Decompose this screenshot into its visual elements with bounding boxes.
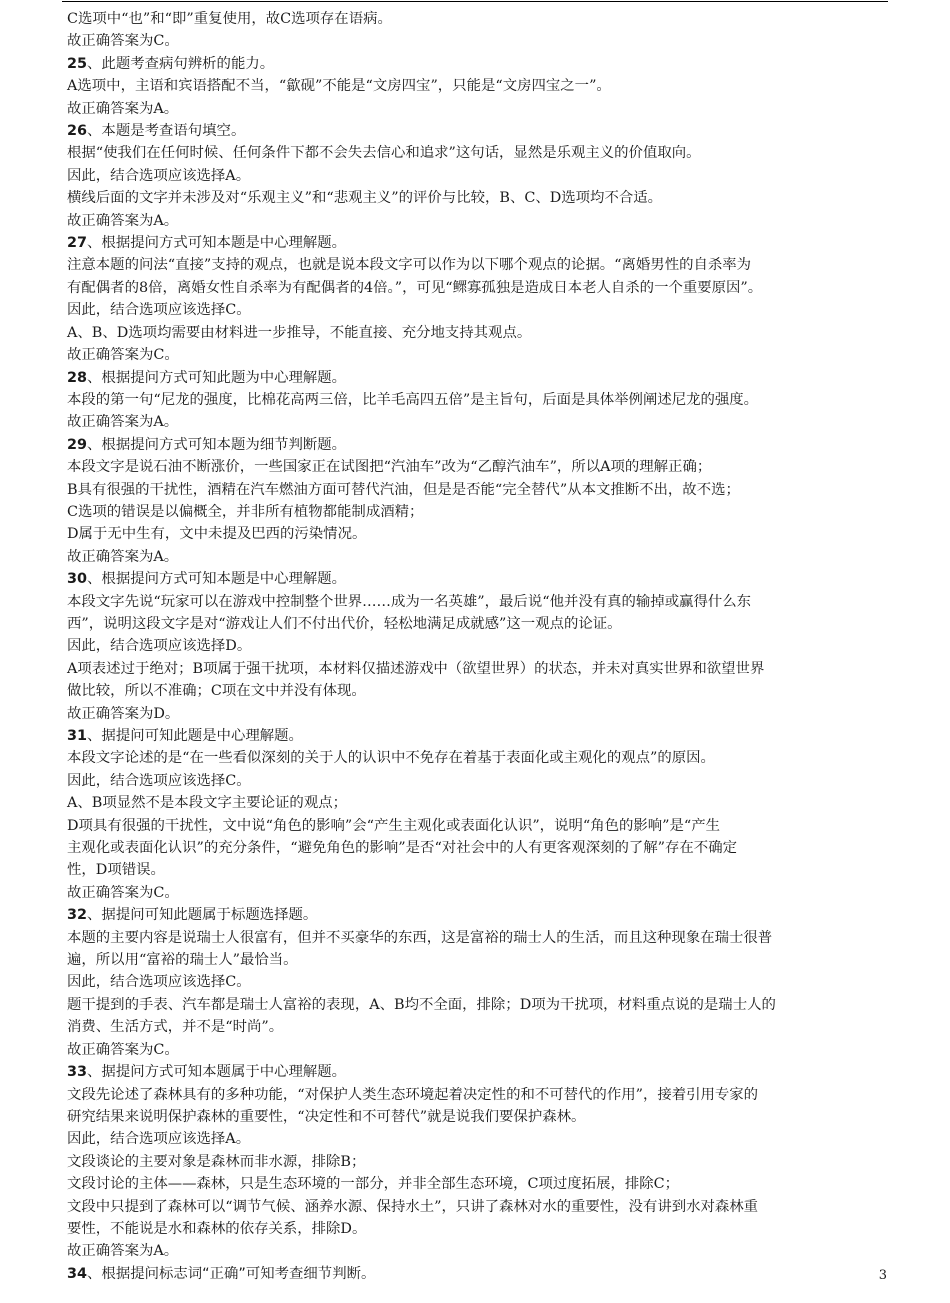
question-number: 30	[67, 571, 88, 588]
text-line	[67, 142, 893, 164]
question-heading	[67, 53, 893, 75]
text-line	[67, 1240, 893, 1262]
line-text: 文段先论述了森林具有的多种功能，“对保护人类生态环境起着决定性的和不可替代的作用”，接着引用专家的	[67, 1086, 759, 1103]
line-text: 、此题考查病句辨析的能力。	[87, 55, 275, 72]
text-line	[67, 837, 893, 859]
line-text: 题干提到的手表、汽车都是瑞士人富裕的表现，A、B均不全面，排除；D项为干扰项，材料重点说的是瑞士人的	[67, 996, 776, 1013]
question-heading	[67, 367, 893, 389]
line-text: 故正确答案为C。	[67, 33, 179, 50]
line-text: 、根据提问方式可知本题是中心理解题。	[87, 571, 347, 588]
question-number: 27	[67, 235, 88, 252]
line-text: 、据提问可知此题是中心理解题。	[87, 728, 303, 744]
line-text: 、据提问方式可知本题属于中心理解题。	[87, 1064, 347, 1081]
line-text: C选项的错误是以偏概全，并非所有植物都能制成酒精；	[67, 503, 424, 520]
line-text: 故正确答案为C。	[67, 884, 179, 901]
line-text: 故正确答案为D。	[67, 705, 180, 722]
question-number: 33	[67, 1064, 88, 1081]
line-text: 本段文字先说“玩家可以在游戏中控制整个世界……成为一名英雄”，最后说“他并没有真的输掉或赢得什么东	[67, 593, 752, 610]
text-line	[67, 411, 893, 433]
line-text: 因此，结合选项应该选择A。	[67, 167, 251, 184]
question-number: 31	[67, 728, 88, 744]
text-line	[67, 344, 893, 366]
line-text: 文段谈论的主要对象是森林而非水源，排除B；	[67, 1153, 366, 1170]
text-line	[67, 546, 893, 568]
line-text: 因此，结合选项应该选择C。	[67, 974, 251, 991]
line-text: 横线后面的文字并未涉及对“乐观主义”和“悲观主义”的评价与比较，B、C、D选项均不合适。	[67, 190, 663, 207]
text-line	[67, 501, 893, 523]
text-line	[67, 949, 893, 971]
line-text: C选项中“也”和“即”重复使用，故C选项存在语病。	[67, 11, 392, 27]
question-number: 26	[67, 123, 88, 140]
line-text: 本题的主要内容是说瑞士人很富有，但并不买豪华的东西，这是富裕的瑞士人的生活，而且这种现象在瑞士很普	[67, 929, 773, 946]
text-line	[67, 747, 893, 769]
text-line	[67, 1016, 893, 1038]
line-text: 、根据提问方式可知本题为细节判断题。	[87, 436, 347, 453]
line-text: 故正确答案为A。	[67, 100, 179, 117]
question-number: 29	[67, 436, 88, 453]
text-line	[67, 1039, 893, 1061]
text-line	[67, 277, 893, 299]
text-line	[67, 971, 893, 993]
line-text: 性，D项错误。	[67, 862, 165, 879]
line-text: A项表述过于绝对；B项属于强干扰项，本材料仅描述游戏中（欲望世界）的状态，并未对真实世界和欲望世界	[67, 660, 765, 677]
text-line	[67, 1196, 893, 1218]
text-line	[67, 322, 893, 344]
text-line	[67, 98, 893, 120]
line-text: 要性，不能说是水和森林的依存关系，排除D。	[67, 1220, 367, 1237]
line-text: 文段中只提到了森林可以“调节气候、涵养水源、保持水土”，只讲了森林对水的重要性，没有讲到水对森林重	[67, 1198, 759, 1215]
line-text: 因此，结合选项应该选择D。	[67, 638, 252, 655]
line-text: 、本题是考查语句填空。	[87, 123, 246, 140]
text-line	[67, 658, 893, 680]
text-line	[67, 591, 893, 613]
line-text: 有配偶者的8倍，离婚女性自杀率为有配偶者的4倍。”，可见“鳏寡孤独是造成日本老人自杀的一个重要原因”。	[67, 279, 763, 296]
text-line	[67, 815, 893, 837]
line-text: 、根据提问方式可知此题为中心理解题。	[87, 369, 347, 386]
text-line	[67, 792, 893, 814]
question-number: 25	[67, 55, 88, 72]
line-text: 故正确答案为A。	[67, 548, 179, 565]
text-line	[67, 613, 893, 635]
question-heading	[67, 434, 893, 456]
text-line	[67, 389, 893, 411]
line-text: 故正确答案为C。	[67, 347, 179, 364]
question-heading	[67, 904, 893, 926]
line-text: B具有很强的干扰性，酒精在汽车燃油方面可替代汽油，但是是否能“完全替代”从本文推断不出，故不选；	[67, 481, 740, 498]
page-number: 3	[878, 1268, 887, 1283]
question-number: 28	[67, 369, 88, 386]
line-text: 根据“使我们在任何时候、任何条件下都不会失去信心和追求”这句话，显然是乐观主义的价值取向。	[67, 145, 701, 162]
line-text: D属于无中生有，文中未提及巴西的污染情况。	[67, 526, 367, 543]
line-text: A、B、D选项均需要由材料进一步推导，不能直接、充分地支持其观点。	[67, 324, 532, 341]
question-number: 34	[67, 1265, 88, 1282]
line-text: D项具有很强的干扰性，文中说“角色的影响”会“产生主观化或表面化认识”，说明“角色的影响”是“产生	[67, 817, 721, 834]
text-line	[67, 1106, 893, 1128]
text-line	[67, 635, 893, 657]
question-heading	[67, 725, 893, 747]
line-text: 、根据提问方式可知本题是中心理解题。	[87, 235, 347, 252]
text-line	[67, 187, 893, 209]
line-text: A、B项显然不是本段文字主要论证的观点；	[67, 795, 348, 812]
question-heading	[67, 568, 893, 590]
text-line	[67, 479, 893, 501]
line-text: A选项中，主语和宾语搭配不当，“歙砚”不能是“文房四宝”，只能是“文房四宝之一”。	[67, 78, 611, 95]
line-text: 遍，所以用“富裕的瑞士人”最恰当。	[67, 952, 298, 969]
text-line	[67, 1084, 893, 1106]
line-text: 故正确答案为C。	[67, 1041, 179, 1058]
text-line	[67, 456, 893, 478]
question-number: 32	[67, 907, 88, 924]
header-rule	[62, 1, 888, 2]
text-line	[67, 1151, 893, 1173]
text-line	[67, 75, 893, 97]
text-line	[67, 927, 893, 949]
text-line	[67, 165, 893, 187]
question-heading	[67, 232, 893, 254]
line-text: 本段文字论述的是“在一些看似深刻的关于人的认识中不免存在着基于表面化或主观化的观点”的原因。	[67, 750, 715, 767]
text-line	[67, 680, 893, 702]
line-text: 故正确答案为A。	[67, 1243, 179, 1260]
text-line	[67, 1218, 893, 1240]
line-text: 因此，结合选项应该选择A。	[67, 1131, 251, 1148]
text-line	[67, 703, 893, 725]
line-text: 、根据提问标志词“正确”可知考查细节判断。	[87, 1265, 376, 1282]
line-text: 本段的第一句“尼龙的强度，比棉花高两三倍，比羊毛高四五倍”是主旨句，后面是具体举例阐述尼龙的强度。	[67, 391, 759, 408]
text-line	[67, 1173, 893, 1195]
text-line	[67, 299, 893, 321]
text-line	[67, 770, 893, 792]
text-line	[67, 523, 893, 545]
line-text: 注意本题的问法“直接”支持的观点，也就是说本段文字可以作为以下哪个观点的论据。“离婚男性的自杀率为	[67, 257, 752, 274]
text-line	[67, 8, 893, 30]
line-text: 研究结果来说明保护森林的重要性，“决定性和不可替代”就是说我们要保护森林。	[67, 1108, 586, 1125]
question-heading	[67, 1263, 893, 1285]
text-line	[67, 882, 893, 904]
line-text: 西”，说明这段文字是对“游戏让人们不付出代价，轻松地满足成就感”这一观点的论证。	[67, 615, 622, 632]
line-text: 消费、生活方式，并不是“时尚”。	[67, 1019, 284, 1036]
line-text: 故正确答案为A。	[67, 414, 179, 431]
text-line	[67, 254, 893, 276]
line-text: 因此，结合选项应该选择C。	[67, 302, 251, 319]
line-text: 因此，结合选项应该选择C。	[67, 772, 251, 789]
line-text: 故正确答案为A。	[67, 212, 179, 229]
text-line	[67, 30, 893, 52]
question-heading	[67, 120, 893, 142]
line-text: 、据提问可知此题属于标题选择题。	[87, 907, 318, 924]
line-text: 文段讨论的主体——森林，只是生态环境的一部分，并非全部生态环境，C项过度拓展，排除C；	[67, 1176, 680, 1193]
question-heading	[67, 1061, 893, 1083]
line-text: 做比较，所以不准确；C项在文中并没有体现。	[67, 683, 366, 700]
answer-explanations	[67, 8, 893, 1285]
line-text: 本段文字是说石油不断涨价，一些国家正在试图把“汽油车”改为“乙醇汽油车”，所以A项的理解正确；	[67, 459, 712, 476]
line-text: 主观化或表面化认识”的充分条件，“避免角色的影响”是否“对社会中的人有更客观深刻的了解”存在不确定	[67, 840, 737, 857]
text-line	[67, 994, 893, 1016]
text-line	[67, 1128, 893, 1150]
text-line	[67, 859, 893, 881]
text-line	[67, 210, 893, 232]
